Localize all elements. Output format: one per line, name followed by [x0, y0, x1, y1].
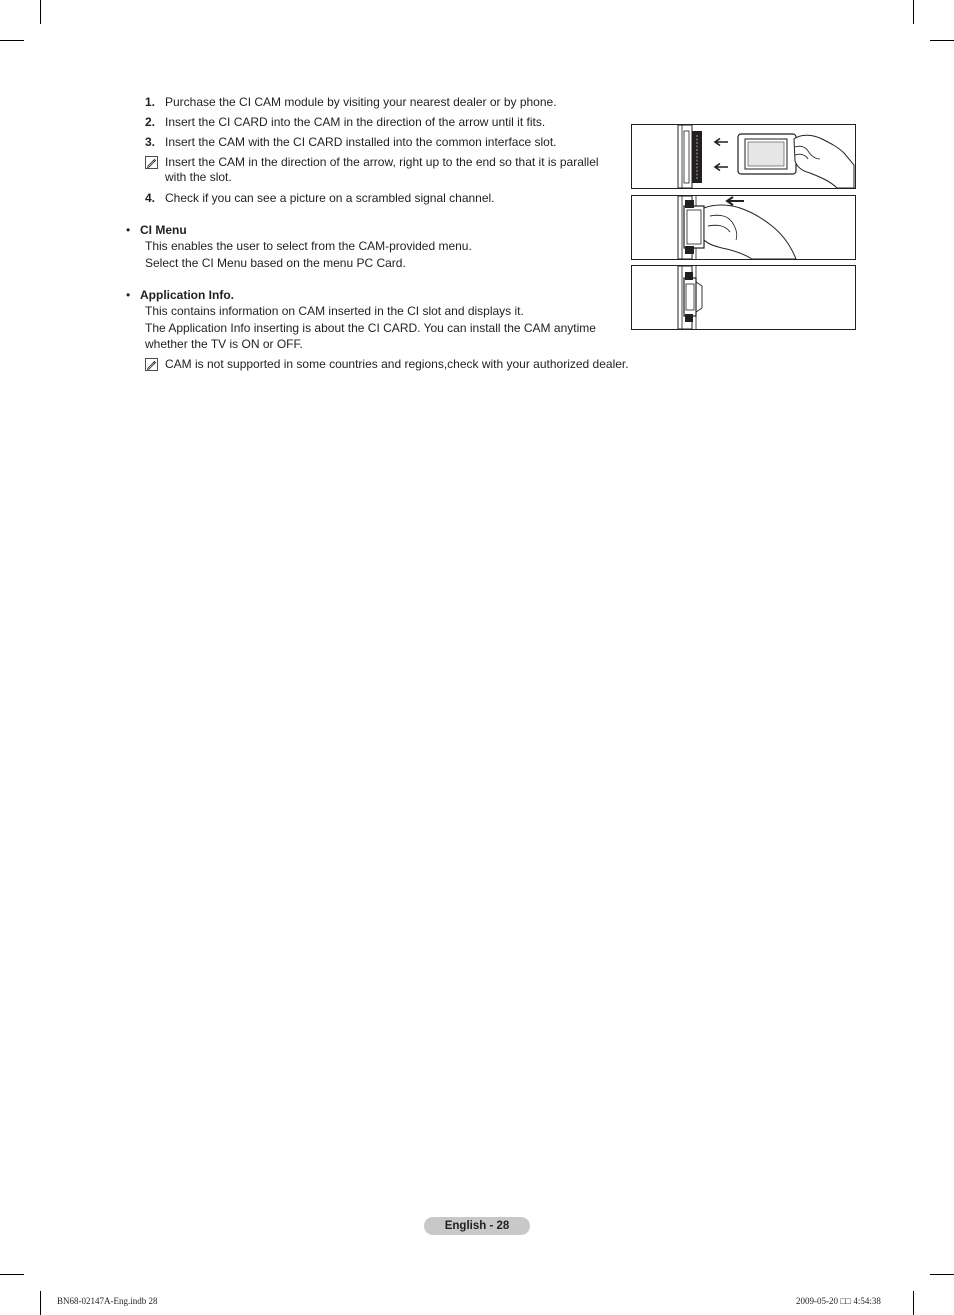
ci-menu-title: CI Menu [140, 223, 187, 237]
cam-card-insert-figure [631, 124, 856, 189]
bullet-dot: • [126, 288, 131, 302]
app-info-line-2: The Application Info inserting is about the CI CARD. You can install the CAM anytime [145, 321, 596, 335]
cam-slot-insert-figure [631, 195, 856, 260]
step-text: Insert the CI CARD into the CAM in the direction of the arrow until it fits. [165, 115, 546, 129]
step-number: 1. [145, 95, 156, 109]
cam-installed-figure [631, 265, 856, 330]
step-number: 4. [145, 191, 156, 205]
app-info-title: Application Info. [140, 288, 234, 302]
step-4 [145, 191, 495, 206]
step-text: Insert the CAM with the CI CARD installed into the common interface slot. [165, 135, 557, 149]
note-pencil-icon [145, 358, 158, 371]
bullet-dot: • [126, 223, 131, 237]
step-3 [145, 135, 557, 150]
page-number-badge: English - 28 [424, 1217, 530, 1235]
step-1 [145, 95, 557, 110]
app-info-note-text: CAM is not supported in some countries and regions,check with your authorized dealer. [165, 357, 629, 371]
note-text-line-1: Insert the CAM in the direction of the arrow, right up to the end so that it is parallel [165, 155, 599, 169]
ci-menu-line-1: This enables the user to select from the CAM-provided menu. [145, 239, 472, 253]
step-number: 2. [145, 115, 156, 129]
footer-file-name: BN68-02147A-Eng.indb 28 [57, 1296, 158, 1306]
step-text: Check if you can see a picture on a scrambled signal channel. [165, 191, 495, 205]
step-text: Purchase the CI CAM module by visiting your nearest dealer or by phone. [165, 95, 557, 109]
footer-timestamp: 2009-05-20 □□ 4:54:38 [796, 1296, 881, 1306]
app-info-line-1: This contains information on CAM inserted in the CI slot and displays it. [145, 304, 524, 318]
app-info-heading [126, 288, 234, 303]
ci-menu-heading [126, 223, 187, 238]
app-info-line-3: whether the TV is ON or OFF. [145, 337, 303, 351]
step-2 [145, 115, 546, 130]
ci-menu-line-2: Select the CI Menu based on the menu PC Card. [145, 256, 406, 270]
note-pencil-icon [145, 156, 158, 169]
note-text-line-2: with the slot. [165, 170, 232, 184]
step-number: 3. [145, 135, 156, 149]
